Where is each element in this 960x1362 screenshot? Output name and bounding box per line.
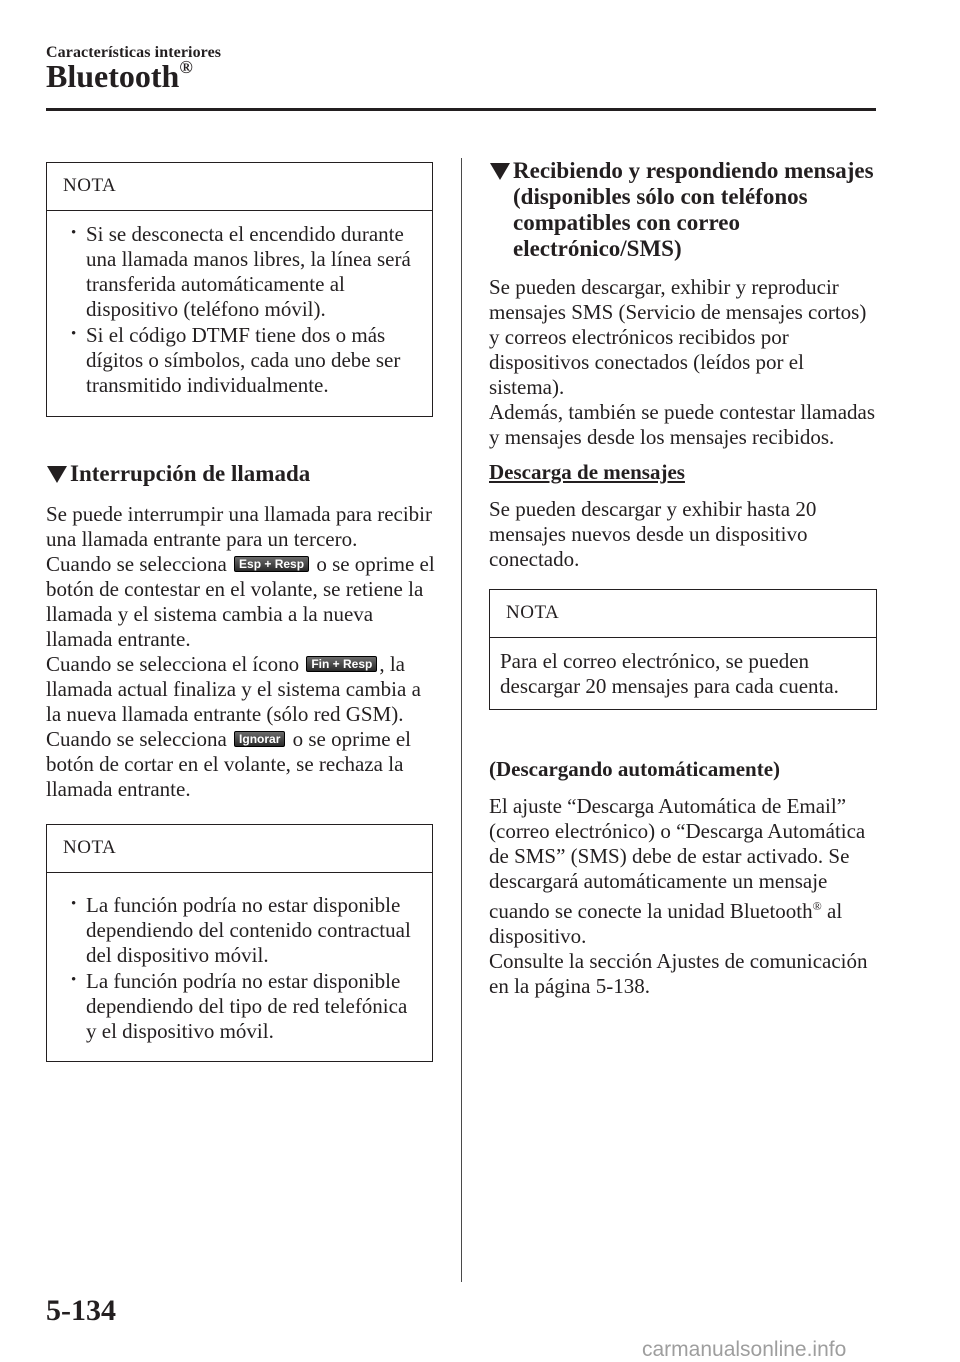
section-label: Características interiores — [46, 44, 222, 61]
paragraph — [46, 552, 436, 652]
title-rule — [46, 108, 876, 111]
paragraph-text: o se oprime el botón de contestar en el volante, se retiene la llamada y el sistema cambia a la nueva llamada entrante. — [46, 552, 435, 651]
registered-mark: ® — [812, 899, 822, 913]
paragraph-text: El ajuste “Descarga Automática de Email” (correo electrónico) o “Descarga Automática de SMS” (SMS) debe de estar activado. Se descargará automáticamente un mensaje cuando se conecte la unidad Bluetooth — [489, 794, 866, 923]
nota-label: NOTA — [490, 590, 876, 638]
nota-list — [63, 893, 422, 1044]
nota-item: • Si el código DTMF tiene dos o más dígitos o símbolos, cada uno debe ser transmitido individualmente. — [63, 323, 422, 398]
section-heading — [46, 461, 436, 487]
paragraph-text: Cuando se selecciona el ícono — [46, 652, 300, 676]
esp-resp-button-image: Esp + Resp — [234, 556, 309, 572]
nota-item: • La función podría no estar disponible dependiendo del contenido contractual del dispositivo móvil. — [63, 893, 422, 968]
paragraph: Se puede interrumpir una llamada para recibir una llamada entrante para un tercero. — [46, 502, 432, 551]
subheading: (Descargando automáticamente) — [489, 757, 781, 781]
nota-item: • La función podría no estar disponible dependiendo del tipo de red telefónica y el dispositivo móvil. — [63, 969, 422, 1044]
nota-item: • Si se desconecta el encendido durante una llamada manos libres, la línea será transferida automáticamente al dispositivo (teléfono móvil). — [63, 222, 422, 322]
subheading: Descarga de mensajes — [489, 460, 685, 484]
paragraph-text: , la llamada actual finaliza y el sistema cambia a la nueva llamada entrante (sólo red GSM). — [46, 652, 421, 726]
paragraph — [489, 794, 877, 949]
nota-body — [490, 638, 876, 709]
nota-box-1 — [46, 162, 433, 417]
registered-mark: ® — [179, 57, 193, 78]
paragraph-text: o se oprime el botón de cortar en el volante, se rechaza la llamada entrante. — [46, 727, 412, 801]
paragraph-text: al dispositivo. — [489, 899, 843, 948]
page-number: 5-134 — [46, 1294, 116, 1327]
nota-text: Para el correo electrónico, se pueden descargar 20 mensajes para cada cuenta. — [500, 649, 839, 698]
heading-text: Recibiendo y respondiendo mensajes (disponibles sólo con teléfonos compatibles con correo electrónico/SMS) — [513, 158, 874, 261]
nota-body — [47, 211, 432, 416]
paragraph-text: Cuando se selecciona — [46, 552, 227, 576]
paragraph: Se pueden descargar, exhibir y reproducir mensajes SMS (Servicio de mensajes cortos) y correos electrónicos recibidos por dispositivos conectados (leídos por el sistema). — [489, 275, 867, 399]
paragraph-text: Cuando se selecciona — [46, 727, 227, 751]
heading-text: Interrupción de llamada — [70, 461, 311, 486]
triangle-bullet-icon — [490, 163, 510, 180]
fin-resp-button-image: Fin + Resp — [306, 656, 377, 672]
nota-box-3 — [489, 589, 877, 710]
nota-body — [47, 873, 432, 1061]
nota-list — [63, 222, 422, 398]
paragraph: Se pueden descargar y exhibir hasta 20 mensajes nuevos desde un dispositivo conectado. — [489, 497, 817, 571]
column-divider — [461, 158, 462, 1282]
nota-label: NOTA — [47, 825, 432, 873]
watermark[interactable]: carmanualsonline.info — [642, 1338, 847, 1361]
page-title-text: Bluetooth — [46, 58, 180, 94]
nota-box-2 — [46, 824, 433, 1062]
triangle-bullet-icon — [47, 466, 67, 483]
right-column — [489, 158, 877, 999]
paragraph: Consulte la sección Ajustes de comunicación en la página 5-138. — [489, 949, 868, 998]
ignorar-button-image: Ignorar — [234, 731, 285, 747]
page-title — [46, 58, 193, 95]
paragraph — [46, 727, 436, 802]
paragraph — [46, 652, 436, 727]
left-column — [46, 162, 436, 1062]
nota-label: NOTA — [47, 163, 432, 211]
paragraph: Además, también se puede contestar llamadas y mensajes desde los mensajes recibidos. — [489, 400, 876, 449]
section-heading — [489, 158, 877, 262]
